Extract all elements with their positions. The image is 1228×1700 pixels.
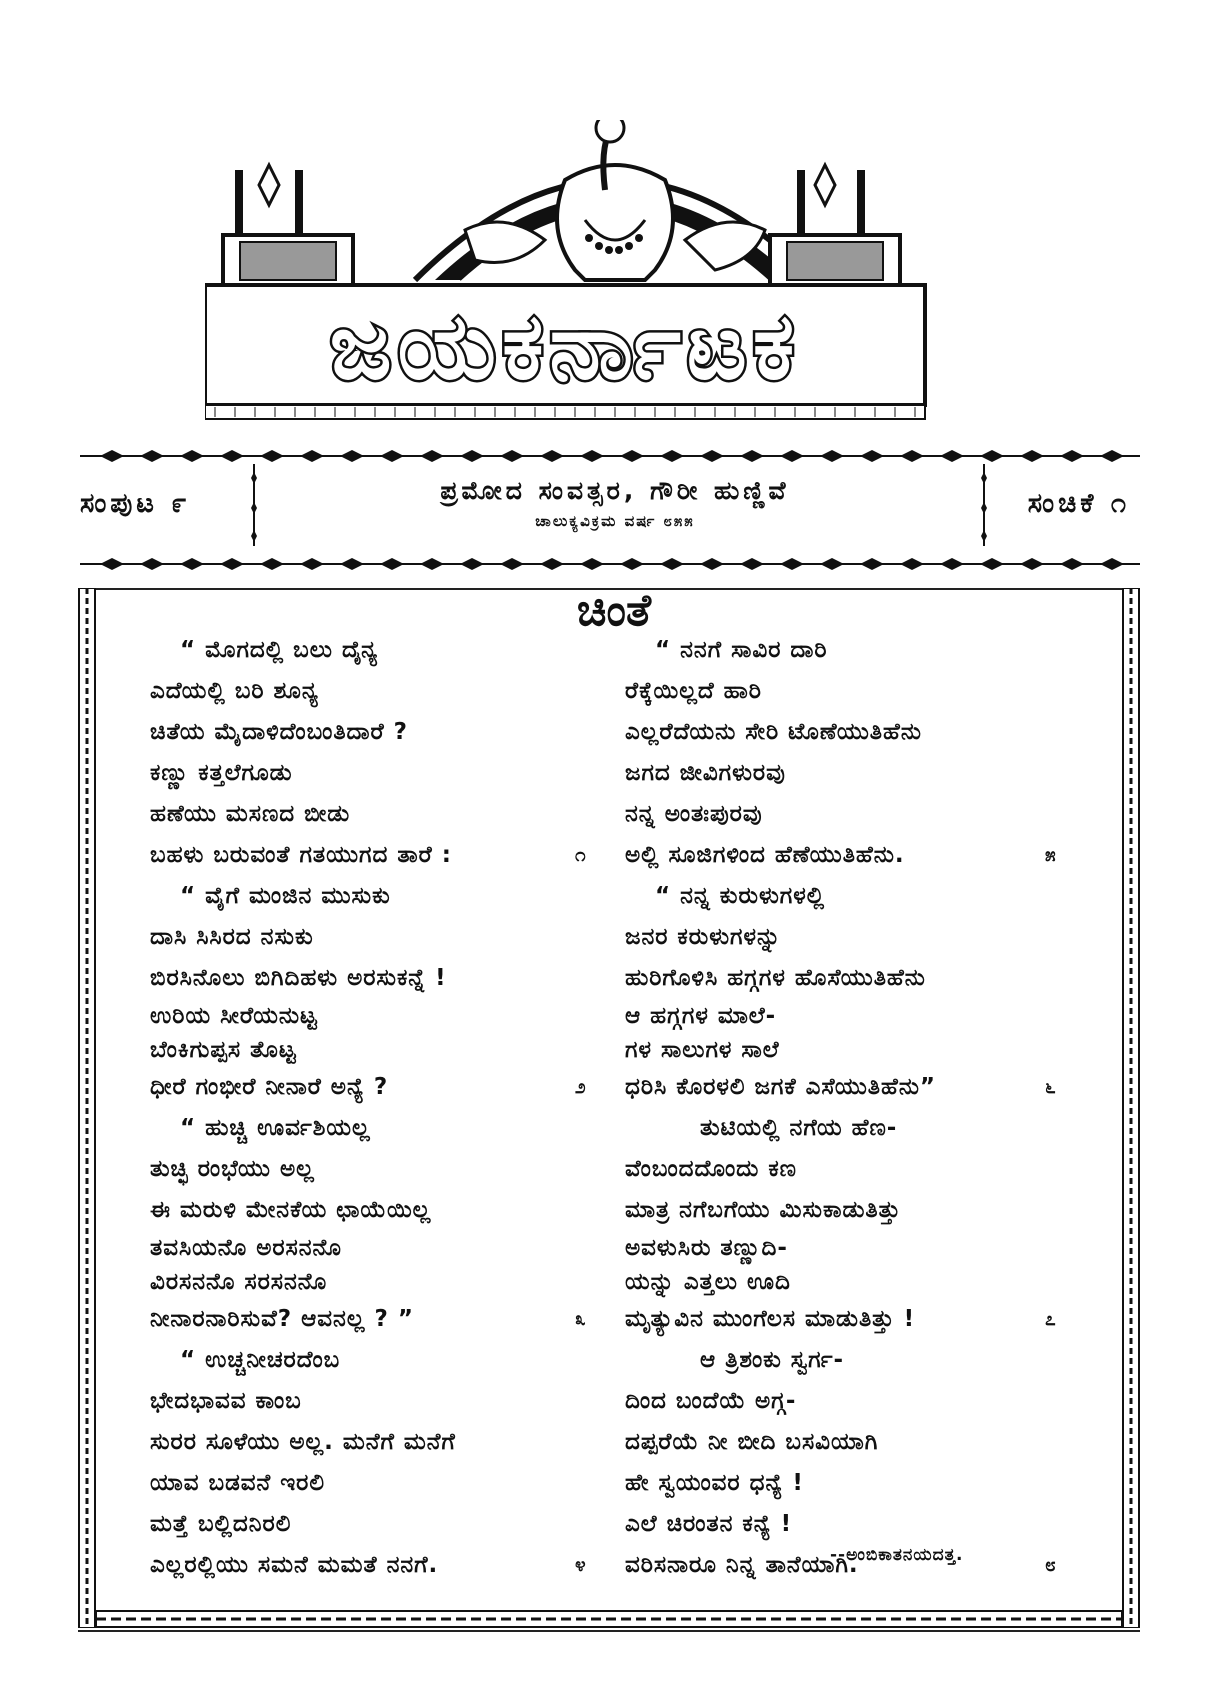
poem-line (150, 1108, 610, 1149)
stanza-number: ೧ (575, 844, 587, 866)
poem-line-text: ಆ ಹಗ್ಗಗಳ ಮಾಲೆ- (625, 1003, 777, 1029)
poem-line (150, 1033, 610, 1067)
poem-line (625, 1504, 1045, 1545)
poem-line (150, 1190, 610, 1231)
poem-line-text: ಧರಿಸಿ ಕೊರಳಲಿ ಜಗಕೆ ಎಸೆಯುತಿಹೆನು” (625, 1074, 937, 1100)
poem-line-text: ಧೀರೆ ಗಂಭೀರೆ ನೀನಾರೆ ಅನ್ಯೆ ? (150, 1074, 389, 1100)
poem-line (150, 876, 610, 917)
poem-line (625, 1265, 1045, 1299)
poem-line (150, 1149, 610, 1190)
issue-label: ಸಂಚಿಕೆ ೧ (1027, 488, 1130, 519)
poem-line-text: ಬೆಂಕಿಗುಪ್ಪಸ ತೊಟ್ಟ (150, 1037, 297, 1063)
masthead-artwork (205, 120, 1025, 435)
poem-line (625, 794, 1045, 835)
poem-line-text: ಮಾತ್ರ ನಗೆಬಗೆಯು ಮಿಸುಕಾಡುತಿತ್ತು (625, 1197, 902, 1223)
poem-line-text: ಹಣೆಯು ಮಸಣದ ಬೀಡು (150, 801, 351, 827)
era-line: ಚಾಲುಕ್ಯವಿಕ್ರಮ ವರ್ಷ ೮೫೫ (535, 512, 695, 530)
poem-line-text: ಯಾವ ಬಡವನೆ ಇರಲಿ (150, 1470, 325, 1496)
poem-line-text: ಹುರಿಗೊಳಿಸಿ ಹಗ್ಗಗಳ ಹೊಸೆಯುತಿಹೆನು (625, 965, 926, 991)
poem-line-text: ದಪ್ಪರೆಯೆ ನೀ ಬೀದಿ ಬಸವಿಯಾಗಿ (625, 1429, 879, 1455)
ornamental-rule-bottom (80, 554, 1140, 574)
poem-line-text: ಮೃತ್ಯುವಿನ ಮುಂಗೆಲಸ ಮಾಡುತಿತ್ತು ! (625, 1306, 916, 1332)
poem-line-text: ವರಿಸನಾರೂ ನಿನ್ನ ತಾನೆಯಾಗಿ. (625, 1552, 859, 1578)
poem-line (150, 1381, 610, 1422)
poem-line-text: ಈ ಮರುಳಿ ಮೇನಕೆಯ ಛಾಯೆಯಿಲ್ಲ (150, 1197, 432, 1223)
poem-line (150, 1545, 610, 1586)
poem-line (150, 1299, 610, 1340)
frame-border-right (1122, 588, 1140, 1628)
poem-line (625, 1033, 1045, 1067)
poem-line-text: ಭೇದಭಾವವ ಕಾಂಬ (150, 1388, 302, 1414)
poem-line-text: ದಿಂದ ಬಂದೆಯೆ ಅಗ್ಗ- (625, 1388, 797, 1414)
poem-line-text: ಎದೆಯಲ್ಲಿ ಬರಿ ಶೂನ್ಯ (150, 678, 319, 704)
poem-line-text: ದಾಸಿ ಸಿಸಿರದ ನಸುಕು (150, 924, 314, 950)
poem-line-text: ವೆಂಬಂದದೊಂದು ಕಣ (625, 1156, 797, 1182)
stanza-number: ೭ (1045, 1308, 1057, 1330)
poem-line-text: ಎಲ್ಲರೆದೆಯನು ಸೇರಿ ಟೊಣೆಯುತಿಹೆನು (625, 719, 922, 745)
poem-line (625, 999, 1045, 1033)
poem-line (625, 1231, 1045, 1265)
poem-line-text: ಕಣ್ಣು ಕತ್ತಲೆಗೂಡು (150, 760, 293, 786)
poem-line-text: ನನ್ನ ಅಂತಃಪುರವು (625, 801, 763, 827)
poem-line (625, 1108, 1045, 1149)
poem-line-text: ಗಳ ಸಾಲುಗಳ ಸಾಲೆ (625, 1037, 780, 1063)
poem-line-text: ಆ ತ್ರಿಶಂಕು ಸ್ವರ್ಗ- (700, 1347, 845, 1373)
poem-line-text: ವಿರಸನನೊ ಸರಸನನೊ (150, 1269, 328, 1295)
stanza-number: ೬ (1045, 1076, 1057, 1098)
masthead (205, 120, 1025, 435)
stanza-number: ೮ (1045, 1554, 1057, 1576)
poem-line (150, 753, 610, 794)
poem-line-text: ಜನರ ಕರುಳುಗಳನ್ನು (625, 924, 782, 950)
poem-line (625, 835, 1057, 876)
stanza-number: ೪ (575, 1554, 587, 1576)
poem-line-text: “ ಉಚ್ಚನೀಚರದೆಂಬ (180, 1347, 341, 1373)
poem-line-text: ಅಲ್ಲಿ ಸೂಜಿಗಳಿಂದ ಹೆಣೆಯುತಿಹೆನು. (625, 842, 905, 868)
poem-line (150, 712, 610, 753)
poem-column-right (625, 630, 1057, 1586)
frame-border-bottom (96, 1610, 1122, 1628)
stanza-number: ೩ (575, 1308, 587, 1330)
poem-line-text: ಎಲ್ಲರಲ್ಲಿಯು ಸಮನೆ ಮಮತೆ ನನಗೆ. (150, 1552, 439, 1578)
poem-line-text: “ ವೈಗೆ ಮಂಜಿನ ಮುಸುಕು (180, 883, 391, 909)
poem-line (625, 712, 1045, 753)
poem-line-text: “ ಮೊಗದಲ್ಲಿ ಬಲು ದೈನ್ಯ (180, 637, 379, 663)
poem-line (150, 835, 610, 876)
poem-line-text: ಉರಿಯ ಸೀರೆಯನುಟ್ಟ (150, 1003, 318, 1029)
poem-line (625, 876, 1045, 917)
poem-line (625, 1149, 1045, 1190)
poem-line-text: ಹೇ ಸ್ವಯಂವರ ಧನ್ಯೆ ! (625, 1470, 804, 1496)
poem-line-text: ತುಟಿಯಲ್ಲಿ ನಗೆಯ ಹೆಣ- (700, 1115, 898, 1141)
poem-line (625, 917, 1045, 958)
poem-line-text: ಸುರರ ಸೂಳೆಯು ಅಲ್ಲ. ಮನೆಗೆ ಮನೆಗೆ (150, 1429, 456, 1455)
issue-info-band (80, 460, 1140, 550)
poem-line-text: ತವಸಿಯನೊ ಅರಸನನೊ (150, 1235, 342, 1261)
poem-signature: --ಅಂಬಿಕಾತನಯದತ್ತ. (830, 1545, 964, 1565)
frame-border-left (78, 588, 96, 1628)
poem-line-text: ನೀನಾರನಾರಿಸುವೆ? ಆವನಲ್ಲ ? ” (150, 1306, 414, 1332)
masthead-title: ಜಯಕರ್ನಾಟಕ (329, 293, 801, 400)
poem-line-text: ಯನ್ನು ಎತ್ತಲು ಊದಿ (625, 1269, 791, 1295)
poem-line (150, 1067, 610, 1108)
poem-column-left (150, 630, 610, 1586)
volume-label: ಸಂಪುಟ ೯ (80, 488, 191, 519)
poem-line (625, 1299, 1057, 1340)
poem-line-text: “ ನನ್ನ ಕುರುಳುಗಳಲ್ಲಿ (655, 883, 826, 909)
poem-line (150, 671, 610, 712)
poem-line-text: ಜಗದ ಜೀವಿಗಳುರವು (625, 760, 786, 786)
poem-title: ಚಿಂತೆ (576, 585, 652, 636)
poem-line (150, 1463, 610, 1504)
poem-line (150, 794, 610, 835)
poem-line (625, 1067, 1057, 1108)
stanza-number: ೫ (1045, 844, 1057, 866)
issue-date-block (250, 460, 980, 550)
poem-line-text: ಬಿರಸಿನೊಲು ಬಿಗಿದಿಹಳು ಅರಸುಕನ್ನೆ ! (150, 965, 447, 991)
poem-line-text: ಎಲೆ ಚಿರಂತನ ಕನ್ಯೆ ! (625, 1511, 793, 1537)
poem-line-text: ರೆಕ್ಕೆಯಿಲ್ಲದೆ ಹಾರಿ (625, 678, 762, 704)
poem-line (625, 1190, 1045, 1231)
poem-line-text: “ ನನಗೆ ಸಾವಿರ ದಾರಿ (655, 637, 828, 663)
poem-line (625, 1340, 1045, 1381)
poem-line (625, 630, 1045, 671)
poem-line (150, 999, 610, 1033)
poem-line (150, 1265, 610, 1299)
poem-line-text: ಚಿತೆಯ ಮೈದಾಳಿದೆಂಬಂತಿದಾರೆ ? (150, 719, 408, 745)
poem-line-text: “ ಹುಚ್ಚಿ ಊರ್ವಶಿಯಲ್ಲ (180, 1115, 371, 1141)
poem-line (150, 1504, 610, 1545)
poem-line-text: ತುಚ್ಛಿ ರಂಭೆಯು ಅಲ್ಲ (150, 1156, 315, 1182)
poem-line (625, 1422, 1045, 1463)
stanza-number: ೨ (575, 1076, 587, 1098)
poem-line (150, 917, 610, 958)
poem-line (625, 1463, 1045, 1504)
poem-line-text: ಬಹಳು ಬರುವಂತೆ ಗತಯುಗದ ತಾರೆ : (150, 842, 452, 868)
poem-line (625, 753, 1045, 794)
poem-line-text: ಅವಳುಸಿರು ತಣ್ಣುದಿ- (625, 1235, 788, 1261)
poem-line (150, 958, 610, 999)
year-line: ಪ್ರಮೋದ ಸಂವತ್ಸರ, ಗೌರೀ ಹುಣ್ಣಿವೆ (440, 476, 790, 505)
poem-line-text: ಮತ್ತೆ ಬಲ್ಲಿದನಿರಲಿ (150, 1511, 292, 1537)
poem-line (150, 1231, 610, 1265)
poem-line (625, 671, 1045, 712)
band-divider-right (980, 464, 988, 546)
poem-line (150, 1422, 610, 1463)
poem-line (625, 1381, 1045, 1422)
poem-line (150, 630, 610, 671)
poem-line (150, 1340, 610, 1381)
poem-line (625, 958, 1045, 999)
